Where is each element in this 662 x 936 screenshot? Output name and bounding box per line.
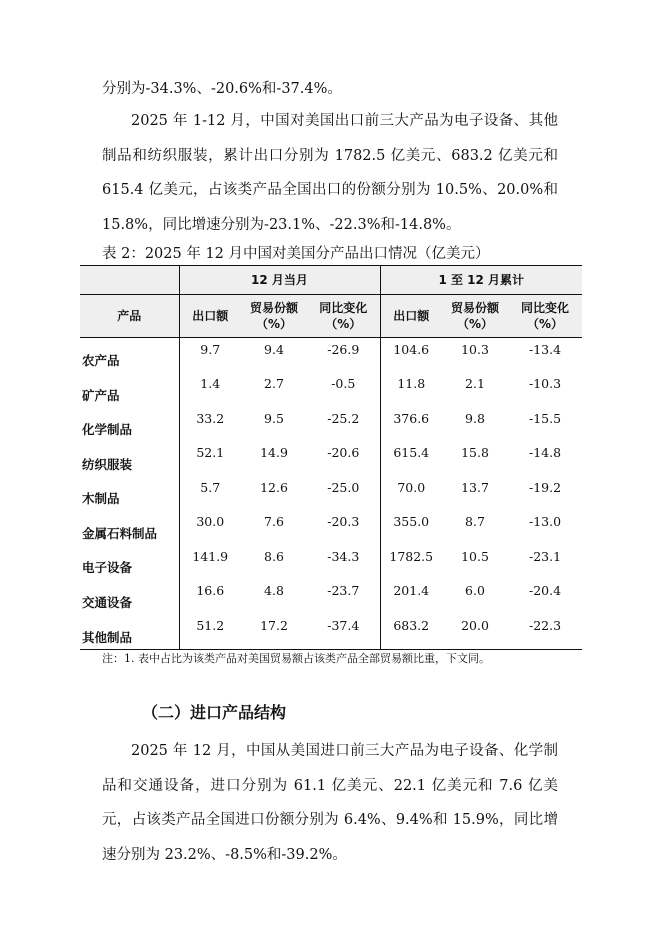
cell-month-share: 7.6 <box>264 514 284 529</box>
cell-cum-yoy: -10.3 <box>528 376 562 391</box>
cell-month-yoy: -37.4 <box>307 614 380 650</box>
cell-product: 其他制品 <box>80 614 179 650</box>
cell-month-export: 5.7 <box>179 476 241 511</box>
cell-cum-export: 376.6 <box>380 407 442 442</box>
paragraph-export-growth-end: 分别为-34.3%、-20.6%和-37.4%。 <box>102 81 342 97</box>
table-row <box>80 545 582 580</box>
cell-cum-yoy: -14.8 <box>528 445 562 460</box>
section-heading: （二）进口产品结构 <box>142 703 287 722</box>
table-row <box>80 476 582 511</box>
cell-month-yoy: -23.7 <box>327 583 360 598</box>
cell-cum-share: 10.5 <box>461 548 489 564</box>
cell-month-yoy: -25.0 <box>327 479 360 495</box>
cell-cum-share: 20.0 <box>442 614 508 650</box>
header-month-export: 出口额 <box>179 295 241 338</box>
header-month-yoy-text: 同比变化（%） <box>319 301 368 331</box>
cell-cum-share: 15.8 <box>461 445 489 460</box>
cell-month-export: 1.4 <box>179 372 241 407</box>
cell-month-export: 51.2 <box>179 614 241 650</box>
header-cum-yoy-text: 同比变化（%） <box>521 301 570 331</box>
table-row <box>80 441 582 476</box>
cell-cum-export: 104.6 <box>380 338 442 373</box>
cell-product: 电子设备 <box>82 560 133 575</box>
table-row <box>80 510 582 545</box>
cell-month-share: 8.6 <box>264 548 284 564</box>
table-caption: 表 2：2025 年 12 月中国对美国分产品出口情况（亿美元） <box>102 246 490 262</box>
paragraph-export-cumulative: 2025 年 1-12 月，中国对美国出口前三大产品为电子设备、其他制品和纺织服装，累计出口分别为 1782.5 亿美元、683.2 亿美元和 615.4 亿美元，占该类产品全国出口的份额分别为 10.5%、20.0%和 15.8%，同比增速分别为-23.1%、-22.3%和-14.8%。 <box>102 113 558 233</box>
cell-month-yoy: -20.6 <box>327 445 360 460</box>
header-group-cumulative: 1 至 12 月累计 <box>380 266 582 295</box>
table-row <box>80 338 582 373</box>
cell-month-export: 33.2 <box>179 407 241 442</box>
table-row <box>80 579 582 614</box>
cell-cum-yoy: -19.2 <box>528 479 562 495</box>
cell-cum-share: 2.1 <box>465 376 485 391</box>
cell-cum-export: 201.4 <box>380 579 442 614</box>
cell-month-share: 4.8 <box>264 583 284 598</box>
cell-cum-share: 9.8 <box>465 410 485 426</box>
cell-cum-export: 1782.5 <box>380 545 442 580</box>
cell-cum-export: 11.8 <box>380 372 442 407</box>
cell-cum-yoy: -23.1 <box>528 548 562 564</box>
cell-month-share: 17.2 <box>241 614 307 650</box>
cell-cum-share: 10.3 <box>461 342 489 357</box>
cell-cum-share: 13.7 <box>461 479 489 495</box>
cell-month-yoy: -0.5 <box>331 376 356 391</box>
cell-product: 交通设备 <box>82 594 133 610</box>
cell-cum-export: 70.0 <box>380 476 442 511</box>
cell-product: 纺织服装 <box>82 456 133 472</box>
cell-month-export: 30.0 <box>179 510 241 545</box>
cell-product: 金属石料制品 <box>82 525 158 541</box>
cell-cum-share: 6.0 <box>465 583 485 598</box>
paragraph-import-structure: 2025 年 12 月，中国从美国进口前三大产品为电子设备、化学制品和交通设备，进口分别为 61.1 亿美元、22.1 亿美元和 7.6 亿美元，占该类产品全国进口份额分别为 6.4%、9.4%和 15.9%，同比增速分别为 23.2%、-8.5%和-39.2%。 <box>102 743 558 863</box>
cell-cum-yoy: -20.4 <box>528 583 562 598</box>
cell-product: 农产品 <box>82 353 120 368</box>
export-by-product-table <box>80 265 582 650</box>
cell-cum-export: 683.2 <box>380 614 442 650</box>
cell-product: 矿产品 <box>82 387 120 403</box>
cell-cum-export: 615.4 <box>380 441 442 476</box>
cell-product: 化学制品 <box>82 422 133 437</box>
header-cum-share-text: 贸易份额（%） <box>450 301 499 331</box>
cell-month-yoy: -34.3 <box>327 548 360 564</box>
cell-product: 木制品 <box>82 491 120 506</box>
cell-month-share: 12.6 <box>260 479 288 495</box>
header-blank <box>80 266 179 295</box>
cell-month-share: 2.7 <box>264 376 284 391</box>
table-row <box>80 407 582 442</box>
cell-month-export: 141.9 <box>179 545 241 580</box>
header-month-yoy <box>307 295 380 338</box>
cell-cum-yoy: -13.0 <box>528 514 562 529</box>
header-cum-export: 出口额 <box>380 295 442 338</box>
cell-cum-yoy: -22.3 <box>508 614 582 650</box>
cell-month-share: 14.9 <box>260 445 288 460</box>
cell-month-export: 16.6 <box>179 579 241 614</box>
header-month-share-text: 贸易份额（%） <box>249 301 298 331</box>
cell-cum-export: 355.0 <box>380 510 442 545</box>
table-row <box>80 614 582 650</box>
cell-month-yoy: -26.9 <box>327 342 360 357</box>
cell-month-export: 52.1 <box>179 441 241 476</box>
header-month-share <box>241 295 307 338</box>
header-group-month: 12 月当月 <box>179 266 380 295</box>
cell-cum-yoy: -15.5 <box>528 410 562 426</box>
cell-cum-share: 8.7 <box>465 514 485 529</box>
cell-month-share: 9.4 <box>264 342 284 357</box>
header-product: 产品 <box>80 295 179 338</box>
header-cum-share <box>442 295 508 338</box>
header-cum-yoy <box>508 295 582 338</box>
table-row <box>80 372 582 407</box>
cell-month-share: 9.5 <box>264 410 284 426</box>
cell-month-yoy: -25.2 <box>327 410 360 426</box>
cell-month-yoy: -20.3 <box>327 514 360 529</box>
cell-cum-yoy: -13.4 <box>528 342 562 357</box>
table-note: 注：1. 表中占比为该类产品对美国贸易额占该类产品全部贸易额比重，下文同。 <box>102 652 490 665</box>
cell-month-export: 9.7 <box>179 338 241 373</box>
